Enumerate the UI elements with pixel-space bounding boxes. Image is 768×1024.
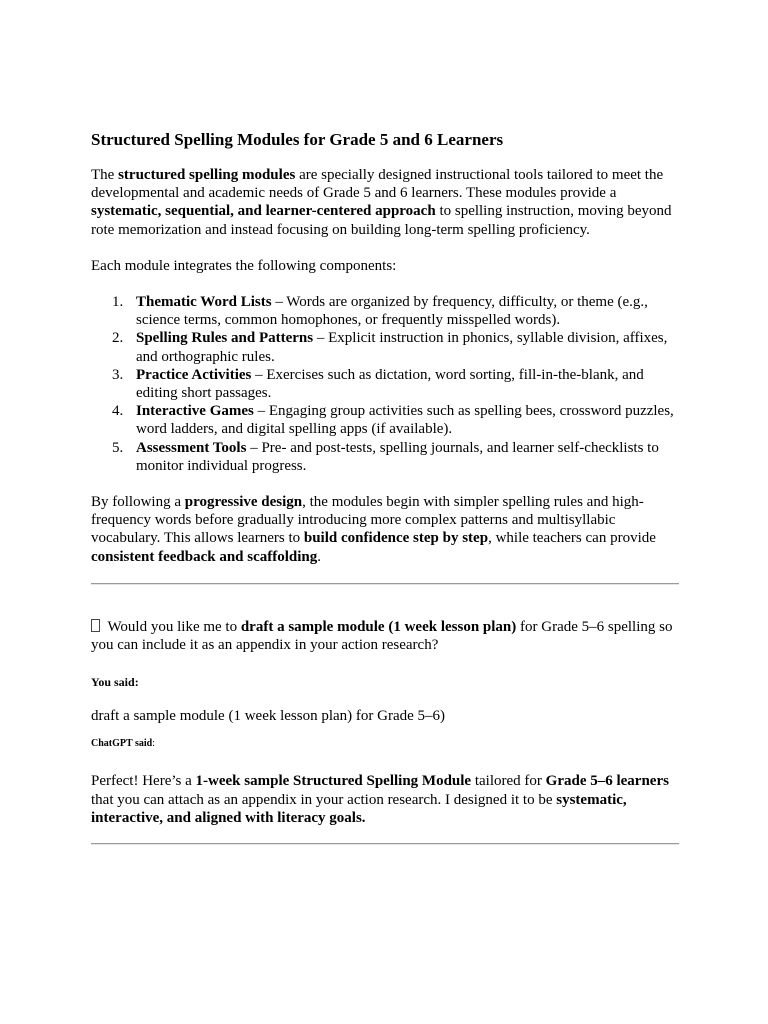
assistant-reply: Perfect! Here’s a 1-week sample Structured Spelling Module tailored for Grade 5–6 learners that you can attach as an appendix in your action research. I designed it to be systematic, interactive, and aligned with literacy goals.: [91, 773, 669, 826]
list-item: 4. Interactive Games – Engaging group activities such as spelling bees, crossword puzzles, word ladders, and digital spelling apps (if available).: [112, 403, 674, 438]
list-item: 2. Spelling Rules and Patterns – Explicit instruction in phonics, syllable division, affixes, and orthographic rules.: [112, 330, 668, 365]
horizontal-rule: [91, 843, 679, 845]
document-title: Structured Spelling Modules for Grade 5 and 6 Learners: [91, 130, 504, 149]
intro-bold-modules: structured spelling modules: [118, 167, 296, 183]
document-page: [91, 128, 679, 845]
user-message: draft a sample module (1 week lesson plan) for Grade 5–6): [91, 708, 446, 725]
chatgpt-said-label: ChatGPT said:: [91, 738, 156, 750]
followup-prompt: Would you like me to draft a sample module (1 week lesson plan) for Grade 5–6 spelling so you can include it as an appendix in your action research?: [91, 618, 673, 654]
intro-paragraph: The structured spelling modules are specially designed instructional tools tailored to meet the developmental and academic needs of Grade 5 and 6 learners. These modules provide a systematic, sequential, and learner-centered approach to spelling instruction, moving beyond rote memorization and instead focusing on building long-term spelling proficiency.: [91, 167, 672, 238]
missing-glyph-icon: [91, 619, 100, 632]
list-item: 3. Practice Activities – Exercises such as dictation, word sorting, fill-in-the-blank, and editing short passages.: [112, 366, 644, 402]
components-lead: Each module integrates the following components:: [91, 257, 397, 274]
horizontal-rule: [91, 583, 679, 585]
list-item: 5. Assessment Tools – Pre- and post-tests, spelling journals, and learner self-checklists to monitor individual progress.: [112, 439, 659, 474]
components-list: [91, 293, 679, 475]
list-item: 1. Thematic Word Lists – Words are organized by frequency, difficulty, or theme (e.g., science terms, common homophones, or frequently misspelled words).: [112, 294, 648, 329]
you-said-label: You said:: [91, 675, 139, 690]
design-paragraph: By following a progressive design, the modules begin with simpler spelling rules and high-frequency words before gradually introducing more complex patterns and multisyllabic vocabulary. This allows learners to build confidence step by step, while teachers can provide consistent feedback and scaffolding.: [91, 494, 656, 565]
intro-bold-approach: systematic, sequential, and learner-centered approach: [91, 203, 436, 220]
